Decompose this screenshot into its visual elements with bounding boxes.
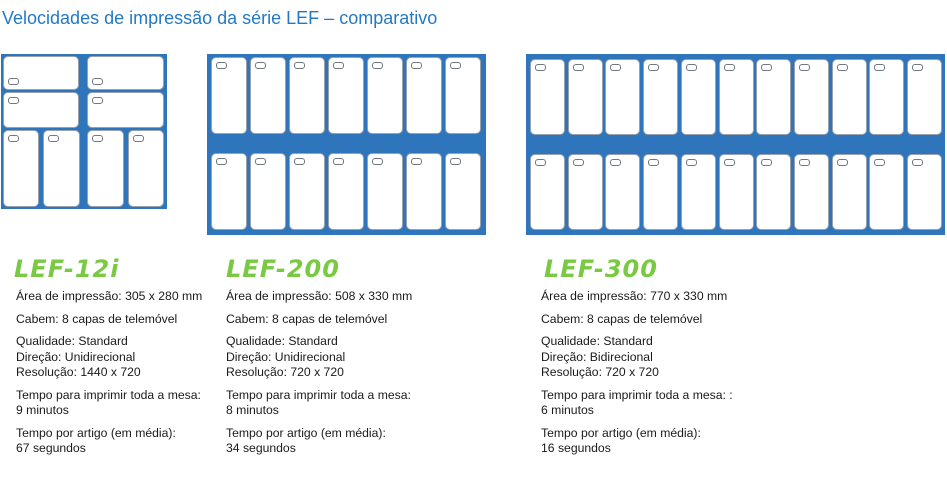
phone-case-portrait [756, 59, 791, 135]
camera-slot-icon [799, 159, 810, 166]
phone-case-landscape [3, 92, 79, 128]
phone-case-portrait [832, 154, 867, 230]
phone-case-portrait [568, 59, 603, 135]
camera-slot-icon [610, 159, 621, 166]
phone-case-portrait [289, 57, 325, 134]
camera-slot-icon [450, 158, 461, 165]
camera-slot-icon [411, 62, 422, 69]
per-item-time-value: 16 segundos [541, 441, 611, 455]
phone-case-portrait [406, 153, 442, 230]
direction: Direção: Unidirecional [16, 349, 136, 364]
per-item-time-value: 67 segundos [16, 441, 86, 455]
phone-case-portrait [794, 154, 829, 230]
phone-case-portrait [681, 59, 716, 135]
phone-case-portrait [794, 59, 829, 135]
print-area: Área de impressão: 508 x 330 mm [226, 289, 413, 303]
phone-case-portrait [250, 153, 286, 230]
phone-case-portrait [328, 57, 364, 134]
phone-case-portrait [907, 154, 942, 230]
phone-case-portrait [530, 59, 565, 135]
phone-case-portrait [445, 153, 481, 230]
model-name-lef-12i: LEF-12i [14, 255, 120, 283]
full-table-time-label: Tempo para imprimir toda a mesa: : [541, 387, 733, 402]
phone-case-portrait [832, 59, 867, 135]
phone-case-portrait [643, 154, 678, 230]
resolution: Resolução: 1440 x 720 [16, 365, 141, 379]
print-area: Área de impressão: 305 x 280 mm [16, 289, 203, 303]
phone-case-landscape [87, 56, 164, 90]
camera-slot-icon [8, 78, 19, 85]
camera-slot-icon [92, 135, 103, 142]
phone-case-portrait [605, 154, 640, 230]
per-item-time-label: Tempo por artigo (em média): [226, 425, 386, 440]
resolution: Resolução: 720 x 720 [541, 365, 659, 379]
per-item-time-label: Tempo por artigo (em média): [16, 425, 176, 440]
full-table-time-label: Tempo para imprimir toda a mesa: [16, 387, 201, 402]
camera-slot-icon [837, 64, 848, 71]
phone-case-portrait [530, 154, 565, 230]
phone-case-portrait [643, 59, 678, 135]
model-name-lef-300: LEF-300 [544, 255, 658, 283]
phone-case-portrait [289, 153, 325, 230]
quality: Qualidade: Standard [541, 334, 653, 348]
camera-slot-icon [535, 64, 546, 71]
camera-slot-icon [333, 62, 344, 69]
camera-slot-icon [724, 159, 735, 166]
specs-lef-300 [541, 289, 733, 464]
phone-case-portrait [367, 153, 403, 230]
phone-case-landscape [87, 92, 164, 128]
camera-slot-icon [535, 159, 546, 166]
camera-slot-icon [724, 64, 735, 71]
camera-slot-icon [255, 158, 266, 165]
phone-case-portrait [367, 57, 403, 134]
per-item-time-label: Tempo por artigo (em média): [541, 425, 701, 440]
camera-slot-icon [450, 62, 461, 69]
tray-lef-300 [526, 54, 945, 235]
direction: Direção: Unidirecional [226, 349, 346, 364]
phone-case-portrait [719, 59, 754, 135]
specs-lef-200 [226, 289, 412, 464]
camera-slot-icon [648, 159, 659, 166]
camera-slot-icon [372, 158, 383, 165]
phone-case-portrait [869, 154, 904, 230]
camera-slot-icon [216, 158, 227, 165]
phone-case-portrait [605, 59, 640, 135]
camera-slot-icon [573, 64, 584, 71]
camera-slot-icon [761, 64, 772, 71]
phone-case-portrait [719, 154, 754, 230]
camera-slot-icon [874, 159, 885, 166]
tray-lef-12i [1, 54, 167, 209]
direction: Direção: Bidirecional [541, 349, 653, 364]
phone-case-portrait [869, 59, 904, 135]
camera-slot-icon [92, 78, 103, 85]
phone-case-portrait [211, 153, 247, 230]
tray-lef-200 [207, 54, 486, 235]
phone-case-landscape [3, 56, 79, 90]
camera-slot-icon [294, 62, 305, 69]
phone-case-portrait [568, 154, 603, 230]
full-table-time-label: Tempo para imprimir toda a mesa: [226, 387, 411, 402]
camera-slot-icon [761, 159, 772, 166]
camera-slot-icon [912, 159, 923, 166]
camera-slot-icon [133, 135, 144, 142]
phone-case-portrait [406, 57, 442, 134]
specs-lef-12i [16, 289, 202, 464]
camera-slot-icon [874, 64, 885, 71]
phone-case-portrait [128, 130, 164, 207]
full-table-time-value: 6 minutos [541, 403, 594, 417]
fit-count: Cabem: 8 capas de telemóvel [541, 311, 703, 326]
phone-case-portrait [445, 57, 481, 134]
phone-case-portrait [211, 57, 247, 134]
camera-slot-icon [799, 64, 810, 71]
phone-case-portrait [756, 154, 791, 230]
fit-count: Cabem: 8 capas de telemóvel [226, 311, 388, 326]
full-table-time-value: 8 minutos [226, 403, 279, 417]
phone-case-portrait [87, 130, 124, 207]
quality: Qualidade: Standard [226, 334, 338, 348]
camera-slot-icon [8, 97, 19, 104]
phone-case-portrait [43, 130, 80, 207]
camera-slot-icon [686, 64, 697, 71]
camera-slot-icon [216, 62, 227, 69]
model-name-lef-200: LEF-200 [226, 255, 340, 283]
camera-slot-icon [294, 158, 305, 165]
camera-slot-icon [411, 158, 422, 165]
camera-slot-icon [686, 159, 697, 166]
camera-slot-icon [255, 62, 266, 69]
full-table-time-value: 9 minutos [16, 403, 69, 417]
camera-slot-icon [333, 158, 344, 165]
phone-case-portrait [3, 130, 39, 207]
camera-slot-icon [837, 159, 848, 166]
camera-slot-icon [573, 159, 584, 166]
camera-slot-icon [912, 64, 923, 71]
phone-case-portrait [328, 153, 364, 230]
fit-count: Cabem: 8 capas de telemóvel [16, 311, 178, 326]
camera-slot-icon [48, 135, 59, 142]
camera-slot-icon [610, 64, 621, 71]
phone-case-portrait [907, 59, 942, 135]
camera-slot-icon [8, 135, 19, 142]
resolution: Resolução: 720 x 720 [226, 365, 344, 379]
phone-case-portrait [250, 57, 286, 134]
quality: Qualidade: Standard [16, 334, 128, 348]
phone-case-portrait [681, 154, 716, 230]
camera-slot-icon [648, 64, 659, 71]
camera-slot-icon [372, 62, 383, 69]
page-title: Velocidades de impressão da série LEF – comparativo [2, 8, 438, 28]
camera-slot-icon [92, 97, 103, 104]
print-area: Área de impressão: 770 x 330 mm [541, 289, 728, 303]
per-item-time-value: 34 segundos [226, 441, 296, 455]
